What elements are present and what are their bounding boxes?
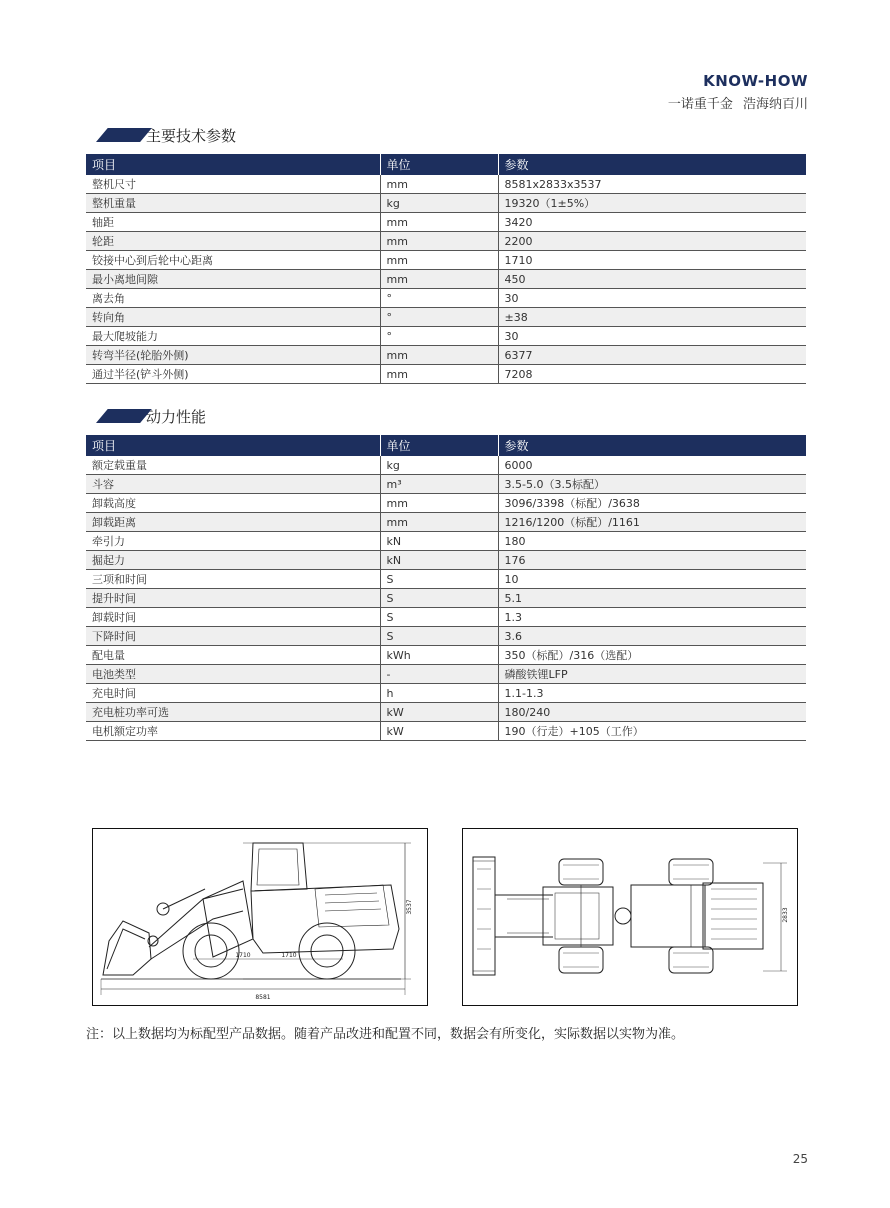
- table-row: [86, 627, 806, 646]
- spec-value-cell: 180/240: [498, 703, 806, 722]
- spec-unit-cell: kWh: [380, 646, 498, 665]
- spec-value-cell: 1.1-1.3: [498, 684, 806, 703]
- spec-item-cell: 轮距: [86, 232, 380, 251]
- spec-value-cell: 3.6: [498, 627, 806, 646]
- spec-value-cell: 180: [498, 532, 806, 551]
- table-row: [86, 194, 806, 213]
- spec-item-cell: 整机重量: [86, 194, 380, 213]
- spec-unit-cell: kN: [380, 551, 498, 570]
- spec-value-cell: 1710: [498, 251, 806, 270]
- spec-item-cell: 离去角: [86, 289, 380, 308]
- spec-value-cell: 30: [498, 327, 806, 346]
- main-specs-table: [86, 154, 806, 384]
- spec-unit-cell: kg: [380, 456, 498, 475]
- table-row: [86, 665, 806, 684]
- spec-value-cell: 3.5-5.0（3.5标配）: [498, 475, 806, 494]
- brand-name: KNOW-HOW: [703, 72, 808, 90]
- spec-item-cell: 卸载时间: [86, 608, 380, 627]
- spec-unit-cell: mm: [380, 494, 498, 513]
- spec-value-cell: 磷酸铁锂LFP: [498, 665, 806, 684]
- power-specs-table: [86, 435, 806, 741]
- section-title-power: [86, 406, 206, 426]
- spec-item-cell: 下降时间: [86, 627, 380, 646]
- dim-width-label: 2833: [782, 907, 789, 923]
- spec-value-cell: 2200: [498, 232, 806, 251]
- spec-value-cell: 19320（1±5%）: [498, 194, 806, 213]
- spec-unit-cell: kN: [380, 532, 498, 551]
- table-row: [86, 232, 806, 251]
- spec-item-cell: 卸载距离: [86, 513, 380, 532]
- dim-height-label: 3537: [406, 899, 413, 915]
- spec-unit-cell: mm: [380, 270, 498, 289]
- table-row: [86, 684, 806, 703]
- spec-unit-cell: S: [380, 589, 498, 608]
- spec-item-cell: 铰接中心到后轮中心距离: [86, 251, 380, 270]
- spec-item-cell: 提升时间: [86, 589, 380, 608]
- spec-item-cell: 配电量: [86, 646, 380, 665]
- spec-item-cell: 最小离地间隙: [86, 270, 380, 289]
- spec-value-cell: 3096/3398（标配）/3638: [498, 494, 806, 513]
- section-marker-icon: [86, 128, 138, 142]
- spec-unit-cell: mm: [380, 365, 498, 384]
- spec-value-cell: 450: [498, 270, 806, 289]
- column-header-value: 参数: [498, 435, 806, 456]
- spec-unit-cell: kg: [380, 194, 498, 213]
- spec-item-cell: 整机尺寸: [86, 175, 380, 194]
- table-row: [86, 703, 806, 722]
- spec-unit-cell: S: [380, 570, 498, 589]
- spec-unit-cell: mm: [380, 251, 498, 270]
- spec-item-cell: 额定载重量: [86, 456, 380, 475]
- spec-unit-cell: °: [380, 327, 498, 346]
- table-row: [86, 589, 806, 608]
- table-row: [86, 327, 806, 346]
- table-row: [86, 570, 806, 589]
- spec-value-cell: 30: [498, 289, 806, 308]
- spec-value-cell: 8581x2833x3537: [498, 175, 806, 194]
- spec-value-cell: 10: [498, 570, 806, 589]
- top-view-drawing: [462, 828, 798, 1006]
- table-row: [86, 365, 806, 384]
- spec-value-cell: ±38: [498, 308, 806, 327]
- table-row: [86, 608, 806, 627]
- section-marker-icon: [86, 409, 138, 423]
- table-row: [86, 213, 806, 232]
- spec-unit-cell: °: [380, 289, 498, 308]
- spec-unit-cell: -: [380, 665, 498, 684]
- table-row: [86, 646, 806, 665]
- table-row: [86, 513, 806, 532]
- spec-unit-cell: mm: [380, 232, 498, 251]
- spec-item-cell: 电池类型: [86, 665, 380, 684]
- spec-unit-cell: S: [380, 608, 498, 627]
- spec-item-cell: 掘起力: [86, 551, 380, 570]
- spec-item-cell: 通过半径(铲斗外侧): [86, 365, 380, 384]
- column-header-item: 项目: [86, 154, 380, 175]
- table-row: [86, 456, 806, 475]
- spec-unit-cell: h: [380, 684, 498, 703]
- spec-value-cell: 190（行走）+105（工作）: [498, 722, 806, 741]
- page-number: 25: [792, 1152, 808, 1166]
- spec-item-cell: 转向角: [86, 308, 380, 327]
- disclaimer-note: 注：以上数据均为标配型产品数据。随着产品改进和配置不同，数据会有所变化，实际数据以实物为准。: [86, 1027, 685, 1042]
- column-header-unit: 单位: [380, 154, 498, 175]
- spec-unit-cell: mm: [380, 346, 498, 365]
- section-title-main-specs: [86, 125, 236, 145]
- column-header-item: 项目: [86, 435, 380, 456]
- dim-length-label: 8581: [255, 994, 271, 1001]
- spec-unit-cell: kW: [380, 722, 498, 741]
- spec-unit-cell: mm: [380, 213, 498, 232]
- spec-value-cell: 5.1: [498, 589, 806, 608]
- table-row: [86, 308, 806, 327]
- table-row: [86, 270, 806, 289]
- spec-unit-cell: mm: [380, 513, 498, 532]
- spec-value-cell: 7208: [498, 365, 806, 384]
- spec-value-cell: 6000: [498, 456, 806, 475]
- spec-item-cell: 斗容: [86, 475, 380, 494]
- brand-slogan: 一诺重千金 浩海纳百川: [667, 97, 808, 112]
- table-header-row: [86, 154, 806, 175]
- spec-item-cell: 充电时间: [86, 684, 380, 703]
- spec-unit-cell: °: [380, 308, 498, 327]
- table-row: [86, 251, 806, 270]
- table-row: [86, 175, 806, 194]
- loader-top-view-illustration: [463, 829, 797, 1005]
- dim-front-label: 1710: [235, 952, 251, 959]
- spec-value-cell: 176: [498, 551, 806, 570]
- spec-unit-cell: mm: [380, 175, 498, 194]
- table-row: [86, 346, 806, 365]
- table-row: [86, 289, 806, 308]
- column-header-unit: 单位: [380, 435, 498, 456]
- spec-value-cell: 1.3: [498, 608, 806, 627]
- spec-value-cell: 3420: [498, 213, 806, 232]
- spec-item-cell: 转弯半径(轮胎外侧): [86, 346, 380, 365]
- spec-item-cell: 充电桩功率可选: [86, 703, 380, 722]
- spec-value-cell: 6377: [498, 346, 806, 365]
- table-row: [86, 551, 806, 570]
- section-title-text: 动力性能: [146, 407, 207, 426]
- brand-header: [668, 72, 808, 112]
- spec-item-cell: 轴距: [86, 213, 380, 232]
- table-header-row: [86, 435, 806, 456]
- section-title-text: 主要技术参数: [146, 126, 237, 145]
- table-row: [86, 532, 806, 551]
- spec-item-cell: 最大爬坡能力: [86, 327, 380, 346]
- loader-side-view-illustration: [93, 829, 427, 1005]
- spec-value-cell: 1216/1200（标配）/1161: [498, 513, 806, 532]
- spec-item-cell: 电机额定功率: [86, 722, 380, 741]
- spec-item-cell: 三项和时间: [86, 570, 380, 589]
- spec-item-cell: 卸载高度: [86, 494, 380, 513]
- table-row: [86, 722, 806, 741]
- spec-unit-cell: m³: [380, 475, 498, 494]
- spec-unit-cell: kW: [380, 703, 498, 722]
- table-row: [86, 475, 806, 494]
- spec-unit-cell: S: [380, 627, 498, 646]
- dim-rear-label: 1710: [281, 952, 297, 959]
- spec-item-cell: 牵引力: [86, 532, 380, 551]
- table-row: [86, 494, 806, 513]
- spec-value-cell: 350（标配）/316（选配）: [498, 646, 806, 665]
- column-header-value: 参数: [498, 154, 806, 175]
- side-view-drawing: [92, 828, 428, 1006]
